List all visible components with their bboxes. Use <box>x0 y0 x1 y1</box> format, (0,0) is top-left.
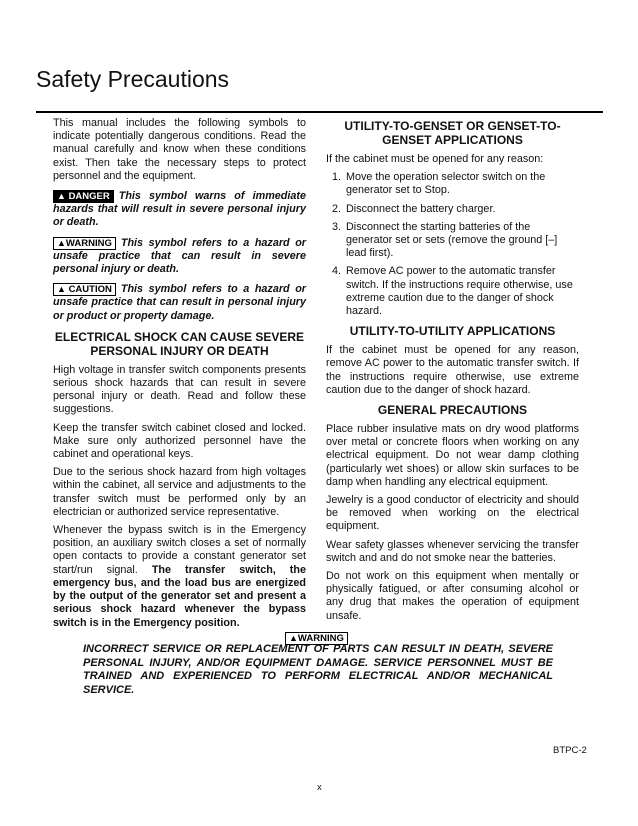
shock-paragraph-1: High voltage in transfer switch components presents serious shock hazards that can result in severe personal injury or death. Read and follow these suggestions. <box>53 363 306 416</box>
caution-notice <box>53 283 306 323</box>
right-column <box>326 117 579 628</box>
general-paragraph-2: Jewelry is a good conductor of electricity and should be removed when working on the electrical equipment. <box>326 494 579 533</box>
warning-triangle-icon: ▲ <box>57 237 66 248</box>
document-code: BTPC-2 <box>553 745 587 756</box>
shock-paragraph-2: Keep the transfer switch cabinet closed and locked. Make sure only authorized personnel have the cabinet and operational keys. <box>53 421 306 461</box>
genset-intro: If the cabinet must be opened for any reason: <box>326 153 544 165</box>
genset-steps <box>326 171 579 318</box>
page-number: x <box>317 782 322 793</box>
shock-paragraph-4-bold: The transfer switch, the emergency bus, and the load bus are energized by the output of the generator set and present a serious shock hazard whenever the bypass switch is in the Emergency position. <box>53 563 306 629</box>
danger-badge: ▲ DANGER <box>53 190 114 203</box>
shock-paragraph-4: Whenever the bypass switch is in the Emergency position, an auxiliary switch closes a set of normally open contacts to provide a constant generator set start/run signal. The transfer switch, the emergency bus, and the load bus are energized by the output of the generator set and present a serious shock hazard whenever the bypass switch is in the Emergency position. <box>53 524 306 629</box>
general-paragraph-4: Do not work on this equipment when mentally or physically fatigued, or after consuming alcohol or any drug that makes the operation of equipment unsafe. <box>326 570 579 622</box>
general-paragraph-3: Wear safety glasses whenever servicing the transfer switch and and do not smoke near the batteries. <box>326 538 579 564</box>
intro-text: This manual includes the following symbols to indicate potentially dangerous conditions. Read the manual carefully and know when these conditions exist. Then take the necessary steps to protect personnel and the equipment. <box>53 117 306 182</box>
general-paragraph-1: Place rubber insulative mats on dry wood platforms over metal or concrete floors when working on any electrical equipment. Do not wear damp clothing (particularly wet shoes) or allow skin surfaces to be damp when handling any electrical equipment. <box>326 423 579 488</box>
genset-heading: UTILITY-TO-GENSET OR GENSET-TO-GENSET APPLICATIONS <box>344 119 561 147</box>
utility-heading: UTILITY-TO-UTILITY APPLICATIONS <box>349 324 556 339</box>
danger-text: This symbol warns of immediate hazards that will result in severe personal injury or death. <box>53 190 306 229</box>
list-item: 4. Remove AC power to the automatic transfer switch. If the instructions require otherwise, use extreme caution due to the danger of shock hazard. <box>344 265 579 318</box>
footer-warning-badge: ▲WARNING <box>285 632 348 645</box>
page-title: Safety Precautions <box>36 66 230 92</box>
shock-paragraph-3: Due to the serious shock hazard from high voltages within the cabinet, all service and adjustments to the transfer switch must be performed only by an electrician or authorized service representative. <box>53 466 306 518</box>
list-item: 1. Move the operation selector switch on the generator set to Stop. <box>344 171 579 197</box>
shock-heading: ELECTRICAL SHOCK CAN CAUSE SEVERE PERSONAL INJURY OR DEATH <box>54 329 305 358</box>
left-column <box>53 117 306 635</box>
general-heading: GENERAL PRECAUTIONS <box>377 403 528 418</box>
caution-badge: ▲ CAUTION <box>53 283 116 296</box>
warning-triangle-icon: ▲ <box>289 633 298 643</box>
caution-text: This symbol refers to a hazard or unsafe practice that can result in personal injury or product or property damage. <box>53 283 306 322</box>
list-item: 2. Disconnect the battery charger. <box>344 203 579 216</box>
warning-badge: ▲WARNING <box>53 237 116 250</box>
warning-notice <box>53 237 306 277</box>
warning-text: This symbol refers to a hazard or unsafe practice that can result in severe personal injury or death. <box>53 236 306 276</box>
footer-warning-text: INCORRECT SERVICE OR REPLACEMENT OF PARTS CAN RESULT IN DEATH, SEVERE PERSONAL INJURY, AND/OR EQUIPMENT DAMAGE. SERVICE PERSONNEL MUST BE TRAINED AND EXPERIENCED TO PERFORM ELECTRICAL AND/OR MECHANICAL SERVICE. <box>83 643 553 696</box>
warning-triangle-icon: ▲ <box>57 191 66 202</box>
title-rule <box>36 111 603 113</box>
warning-triangle-icon: ▲ <box>57 284 66 295</box>
danger-notice <box>53 190 306 230</box>
list-item: 3. Disconnect the starting batteries of the generator set or sets (remove the ground [–] lead first). <box>344 221 579 261</box>
utility-paragraph: If the cabinet must be opened for any reason, remove AC power to the automatic transfer switch. If the instructions require otherwise, use extreme caution due to the danger of shock hazard. <box>326 344 579 396</box>
